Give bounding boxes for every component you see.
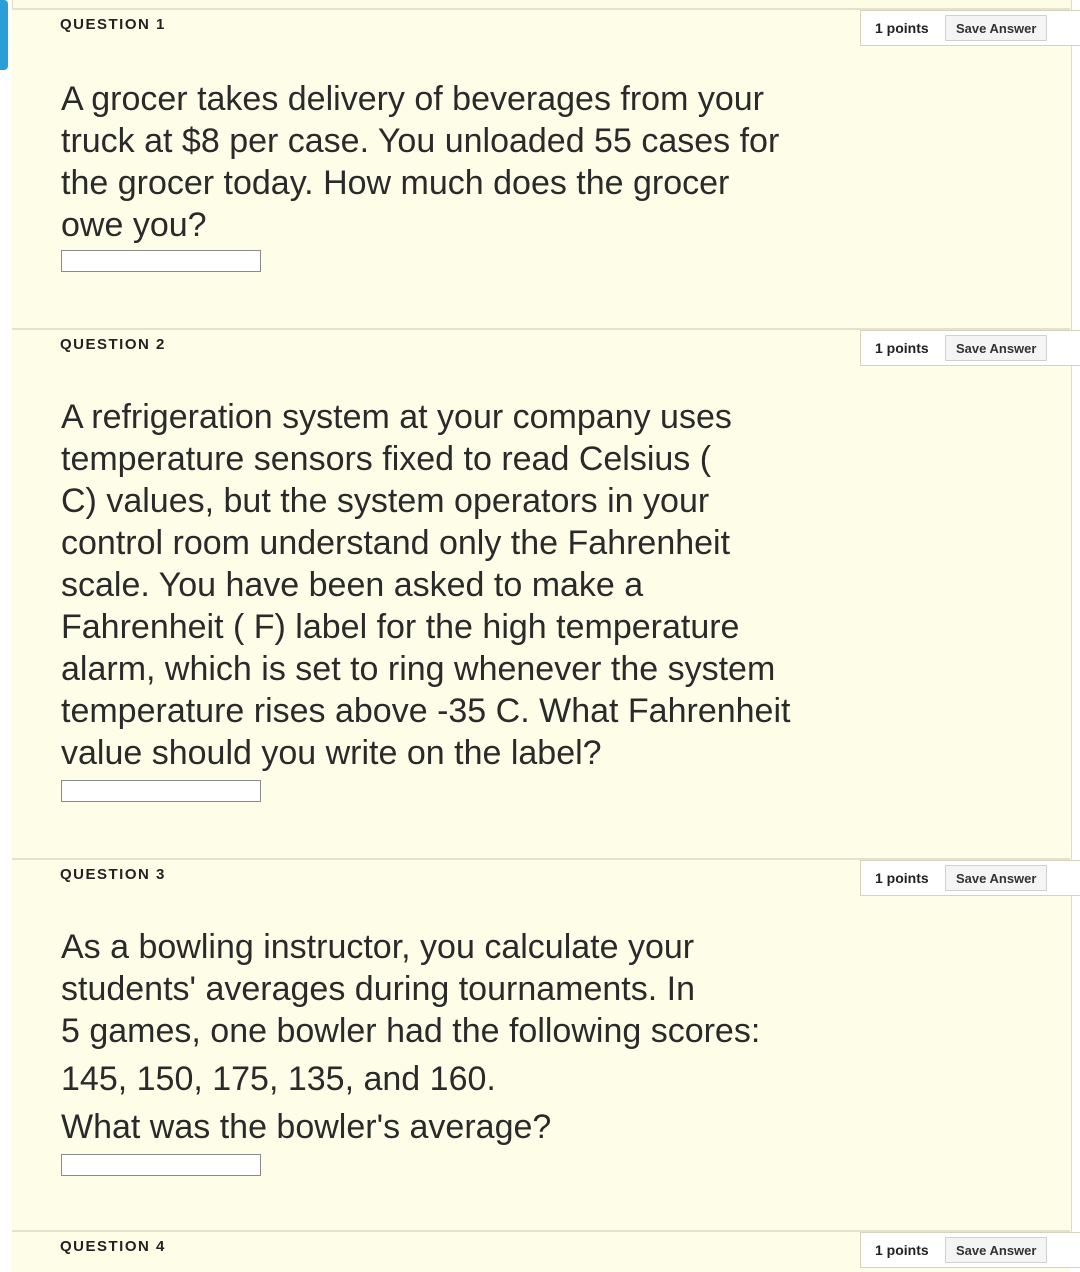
save-answer-button[interactable]: Save Answer [945, 865, 1047, 891]
question-header: QUESTION 2 [60, 336, 166, 353]
question-3 [12, 858, 1070, 1232]
points-bar [860, 1232, 1080, 1268]
points-label: 1 points [875, 1242, 929, 1258]
save-answer-button[interactable]: Save Answer [945, 1237, 1047, 1263]
answer-input[interactable] [61, 780, 261, 802]
points-bar [860, 860, 1080, 896]
question-text: A refrigeration system at your company uses temperature sensors fixed to read Celsius ( C) values, but the system operators in your control room understand only the Fahrenheit scale. You have been asked to make a Fahrenheit ( F) label for the high temperature alarm, which is set to ring whenever the system temperature rises above -35 C. What Fahrenheit value should you write on the label? [61, 398, 791, 772]
question-header: QUESTION 4 [60, 1238, 166, 1255]
question-header: QUESTION 1 [60, 16, 166, 33]
answer-input[interactable] [61, 250, 261, 272]
save-answer-button[interactable]: Save Answer [945, 335, 1047, 361]
question-2 [12, 328, 1070, 860]
points-bar [860, 330, 1080, 366]
save-answer-button[interactable]: Save Answer [945, 15, 1047, 41]
left-scroll-accent [0, 0, 8, 70]
points-label: 1 points [875, 870, 929, 886]
points-bar [860, 10, 1080, 46]
question-1 [12, 8, 1070, 330]
answer-input[interactable] [61, 1154, 261, 1176]
points-label: 1 points [875, 340, 929, 356]
question-header: QUESTION 3 [60, 866, 166, 883]
question-4 [12, 1230, 1070, 1272]
points-label: 1 points [875, 20, 929, 36]
question-text: As a bowling instructor, you calculate your students' averages during tournaments. In 5 games, one bowler had the following scores: 145, 150, 175, 135, and 160. What was the bowler's average? [61, 928, 761, 1146]
question-text: A grocer takes delivery of beverages from your truck at $8 per case. You unloaded 55 cases for the grocer today. How much does the grocer owe you? [61, 80, 780, 244]
